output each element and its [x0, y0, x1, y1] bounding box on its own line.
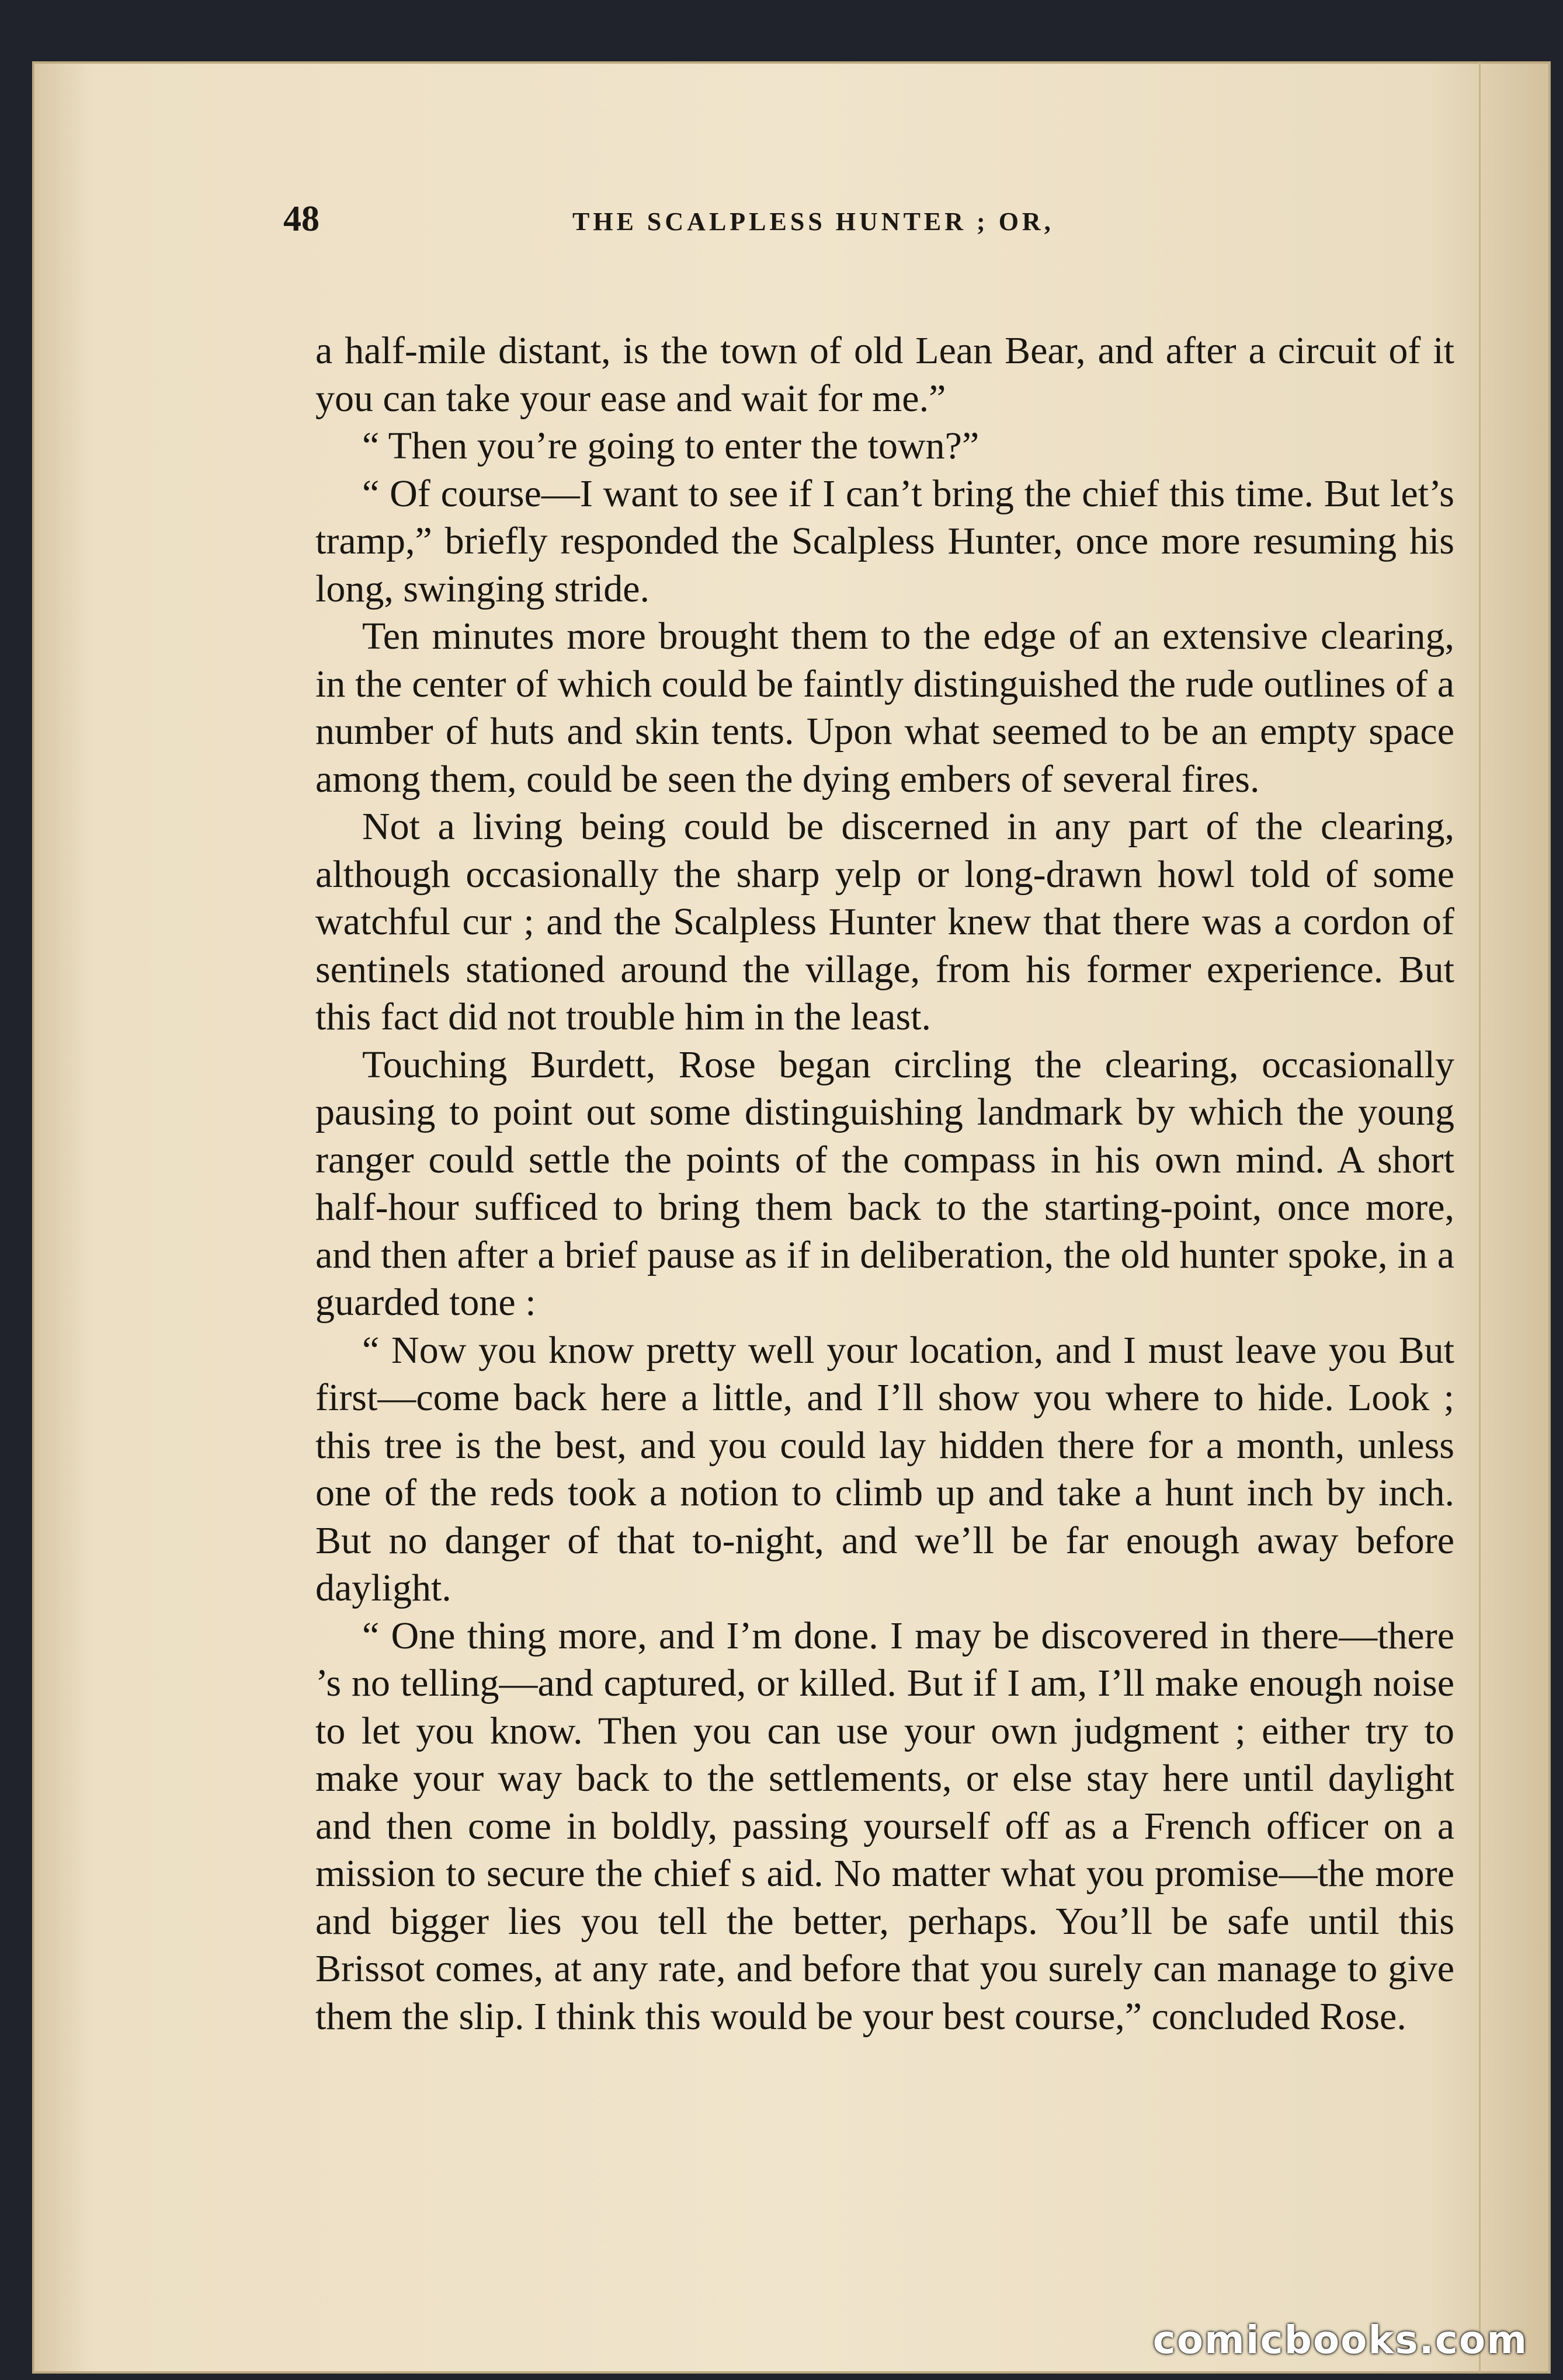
site-watermark: comicbooks.com: [1152, 2318, 1528, 2362]
paragraph: “ Now you know pretty well your location, and I must leave you But first—come back here a little, and I’ll show you where to hide. Look ; this tree is the best, and you could lay hidden there for a month, unless one of the reds took a notion to climb up and take a hunt inch by inch. But no danger of that to-night, and we’ll be far enough away before daylight.: [315, 1328, 1454, 1609]
page-edge: [1479, 61, 1481, 2374]
body-text: [315, 327, 1454, 2040]
page-number: 48: [283, 199, 319, 239]
page-header: [32, 199, 1551, 269]
paragraph: “ Of course—I want to see if I can’t bring the chief this time. But let’s tramp,” briefly responded the Scalpless Hunter, once more resuming his long, swinging stride.: [315, 472, 1454, 610]
paragraph: Not a living being could be discerned in any part of the clearing, although occasionally the sharp yelp or long-drawn howl told of some watchful cur ; and the Scalpless Hunter knew that there was a cordon of sentinels stationed around the village, from his former experience. But this fact did not trouble him in the least.: [315, 805, 1454, 1038]
paragraph: Touching Burdett, Rose began circling the clearing, occasionally pausing to point out some distinguishing landmark by which the young ranger could settle the points of the compass in his own mind. A short half-hour sufficed to bring them back to the starting-point, once more, and then after a brief pause as if in deliberation, the old hunter spoke, in a guarded tone :: [315, 1043, 1454, 1324]
running-head: THE SCALPLESS HUNTER ; OR,: [572, 207, 1054, 236]
paragraph: “ One thing more, and I’m done. I may be discovered in there—there ’s no telling—and captured, or killed. But if I am, I’ll make enough noise to let you know. Then you can use your own judgment ; either try to make your way back to the settlements, or else stay here until daylight and then come in boldly, passing yourself off as a French officer on a mission to secure the chief s aid. No matter what you promise—the more and bigger lies you tell the better, perhaps. You’ll be safe until this Brissot comes, at any rate, and before that you surely can manage to give them the slip. I think this would be your best course,” concluded Rose.: [315, 1614, 1454, 2038]
paragraph: a half-mile distant, is the town of old Lean Bear, and after a circuit of it you can take your ease and wait for me.”: [315, 329, 1454, 420]
paragraph: Ten minutes more brought them to the edge of an extensive clearing, in the center of which could be faintly distinguished the rude outlines of a number of huts and skin tents. Upon what seemed to be an empty space among them, could be seen the dying embers of several fires.: [315, 615, 1454, 801]
paragraph: “ Then you’re going to enter the town?”: [362, 424, 980, 467]
book-page: [32, 61, 1551, 2374]
